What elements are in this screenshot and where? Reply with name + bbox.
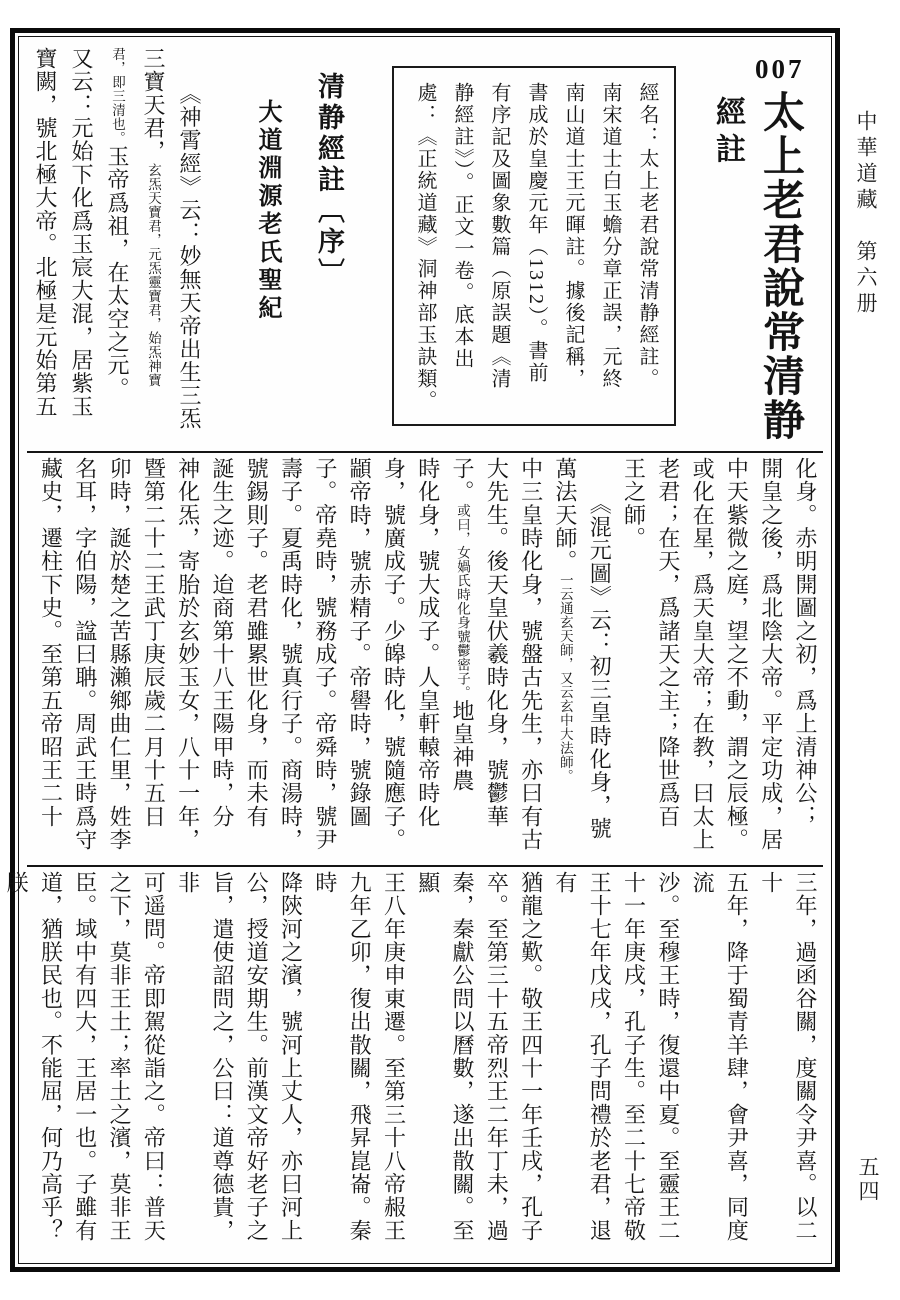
preface-heading: 清静經註〔序〕 <box>314 72 344 289</box>
page-content <box>4 42 826 1258</box>
bottom-band-text: 三年，過函谷關，度關令尹喜。以二十 五年，降于蜀青羊肆，會尹喜，同度流 沙。至穆王時，復還中夏。至靈王二 十一年庚戌，孔子生。至二十七帝敬 王十七年戊戌，孔子問禮於老君，退有 猶龍之歎。敬王四十一年壬戌，孔子 卒。至第三十五帝烈王二年丁未，過 秦，秦獻公問以曆數，遂出散關。至顯 王八年庚申東遷。至第三十八帝赧王 九年乙卯，復出散關，飛昇崑崙。秦時 降陝河之濱，號河上丈人，亦曰河上 公，授道安期生。前漢文帝好老子之 旨，遣使詔問之，公曰：道尊德貴，非 可遥問。帝即駕從詣之。帝曰：普天 之下，莫非王土；率土之濱，莫非王 臣。域中有四大，王居一也。子雖有 道，猶朕民也。不能屈，何乃高乎？朕 <box>4 871 818 1243</box>
page-frame <box>4 28 840 1272</box>
margin-volume-label: 中華道藏 第六册 <box>854 110 878 318</box>
band-divider-2 <box>27 865 823 867</box>
band-divider-1 <box>27 451 823 453</box>
top-band-text: 《神霄經》云：妙無天帝出生三炁 三寶天君，玄炁天寶君，元炁靈寶君，始炁神寶 君，即三清也。玉帝爲祖，在太空之元。 又云：元始下化爲玉宸大混，居紫玉 寶闕，號北極大帝。北極是元始第五 <box>33 47 202 431</box>
middle-band-text: 化身。赤明開圖之初，爲上清神公； 開皇之後，爲北陰大帝。平定功成，居 中天紫微之庭，望之不動，謂之辰極。 或化在星，爲天皇大帝；在教，曰太上 老君；在天，爲諸天之主；降世爲百 王之師。 《混元圖》云：初三皇時化身，號 萬法天師。一云通玄天師，又云玄中大法師。 中三皇時化身，號盤古先生，亦曰有古 大先生。後天皇伏羲時化身，號鬱華 子。或曰，女媧氏時化身號鬱密子。地皇神農 時化身，號大成子。人皇軒轅帝時化 身，號廣成子。少皞時化，號隨應子。 顓帝時，號赤精子。帝嚳時，號錄圖 子。帝堯時，號務成子。帝舜時，號尹 壽子。夏禹時化，號真行子。商湯時， 號錫則子。老君雖累世化身，而未有 誕生之迹。迨商第十八王陽甲時，分 神化炁，寄胎於玄妙玉女，八十一年， 暨第二十二王武丁庚辰歲二月十五日 卯時，誕於楚之苦縣瀨鄉曲仁里，姓李 名耳，字伯陽，諡曰聃。周武王時爲守 藏史，遷柱下史。至第五帝昭王二十 <box>38 457 818 852</box>
margin-page-number: 五四 <box>856 1156 880 1204</box>
doc-number: 007 <box>755 54 805 84</box>
main-title-suffix: 經註 <box>711 96 744 170</box>
main-title: 太上老君說常清静 <box>757 90 803 442</box>
abstract-box <box>392 66 676 426</box>
abstract-text: 經名：太上老君說常清静經註。 南宋道士白玉蟾分章正誤，元終 南山道士王元暉註。據後記稱， 書成於皇慶元年（1312）。書前 有序記及圖象數篇（原誤題《清 静經註》）。正文一卷。底本出 處：《正統道藏》洞神部玉訣類。 <box>414 82 658 412</box>
page-inner-frame <box>4 36 832 1264</box>
top-band <box>24 42 826 451</box>
preface-subheading: 大道淵源老氏聖紀 <box>254 99 280 323</box>
